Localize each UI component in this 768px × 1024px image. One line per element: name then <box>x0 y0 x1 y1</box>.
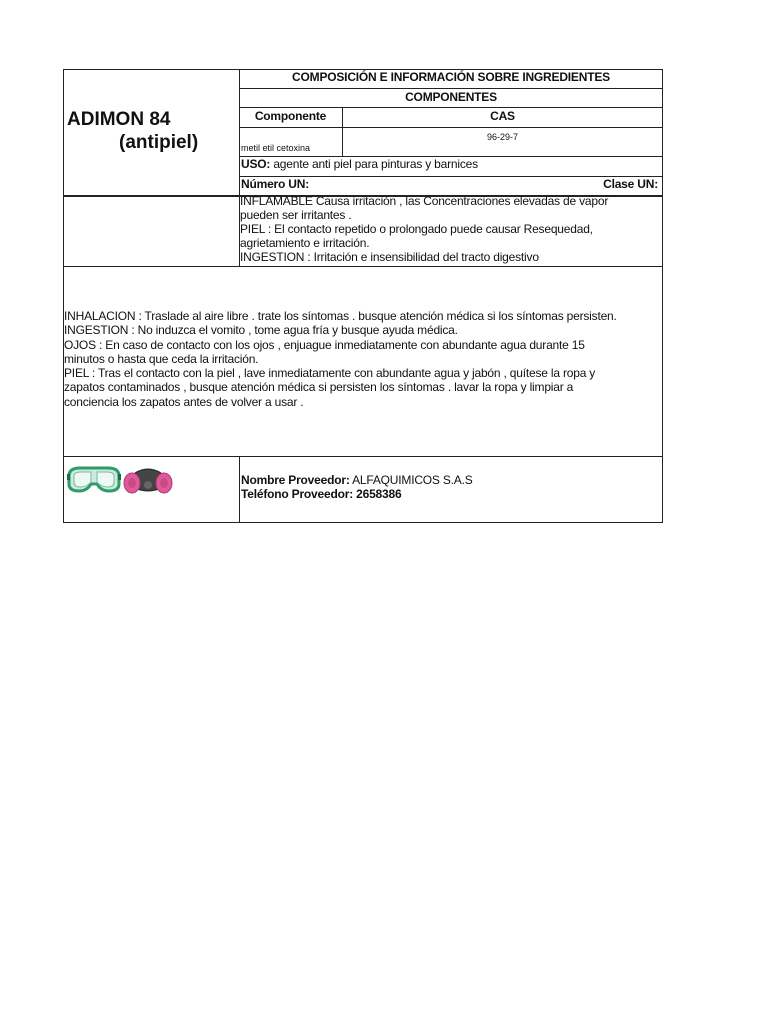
hazard-line-3: PIEL : El contacto repetido o prolongado puede causar Resequedad, <box>240 222 593 236</box>
supplier-phone-row <box>241 488 401 502</box>
clase-un-label: Clase UN: <box>603 177 658 191</box>
respirator-mask-icon <box>123 465 173 497</box>
first-aid-line-2: INGESTION : No induzca el vomito , tome agua fría y busque ayuda médica. <box>64 323 458 337</box>
components-subheader: COMPONENTES <box>405 90 497 104</box>
hazard-line-1: INFLAMABLE Causa irritación , las Concentraciones elevadas de vapor <box>240 194 609 208</box>
cas-column-header: CAS <box>490 109 515 123</box>
supplier-name-label: Nombre Proveedor: <box>241 473 350 487</box>
first-aid-line-7: conciencia los zapatos antes de volver a usar . <box>64 395 304 409</box>
hazard-line-5: INGESTION : Irritación e insensibilidad del tracto digestivo <box>240 250 539 264</box>
supplier-phone: 2658386 <box>353 487 402 501</box>
cas-number: 96-29-7 <box>486 132 519 142</box>
first-aid-line-1: INHALACION : Traslade al aire libre . trate los síntomas . busque atención médica si los síntomas persisten. <box>64 309 617 323</box>
uso-label: USO: <box>241 157 271 171</box>
component-column-header: Componente <box>254 109 327 123</box>
hazard-line-4: agrietamiento e irritación. <box>240 236 370 250</box>
safety-goggles-icon <box>66 462 122 496</box>
row-line-2 <box>239 107 663 108</box>
first-aid-line-3: OJOS : En caso de contacto con los ojos , enjuague inmediatamente con abundante agua durante 15 <box>64 338 585 352</box>
row-line-1 <box>239 88 663 89</box>
product-subtitle: (antipiel) <box>119 132 199 153</box>
uso-row <box>241 158 478 172</box>
first-aid-line-4: minutos o hasta que ceda la irritación. <box>64 352 259 366</box>
hazard-line-2: pueden ser irritantes . <box>240 208 352 222</box>
uso-text: agente anti piel para pinturas y barnices <box>270 157 478 171</box>
numero-un-label: Número UN: <box>241 177 310 191</box>
supplier-column-divider <box>239 456 240 523</box>
supplier-name: ALFAQUIMICOS S.A.S <box>349 473 473 487</box>
product-name: ADIMON 84 <box>67 109 171 130</box>
supplier-name-row <box>241 474 473 488</box>
composition-header: COMPOSICIÓN E INFORMACIÓN SOBRE INGREDIENTES <box>292 70 610 84</box>
component-name: metil etil cetoxina <box>241 143 311 153</box>
first-aid-line-5: PIEL : Tras el contacto con la piel , lave inmediatamente con abundante agua y jabón , quítese la ropa y <box>64 366 596 380</box>
row-line-3 <box>239 127 663 128</box>
supplier-phone-label: Teléfono Proveedor: <box>241 487 353 501</box>
first-aid-line-6: zapatos contaminados , busque atención médica si persisten los síntomas . lavar la ropa y limpiar a <box>64 380 574 394</box>
